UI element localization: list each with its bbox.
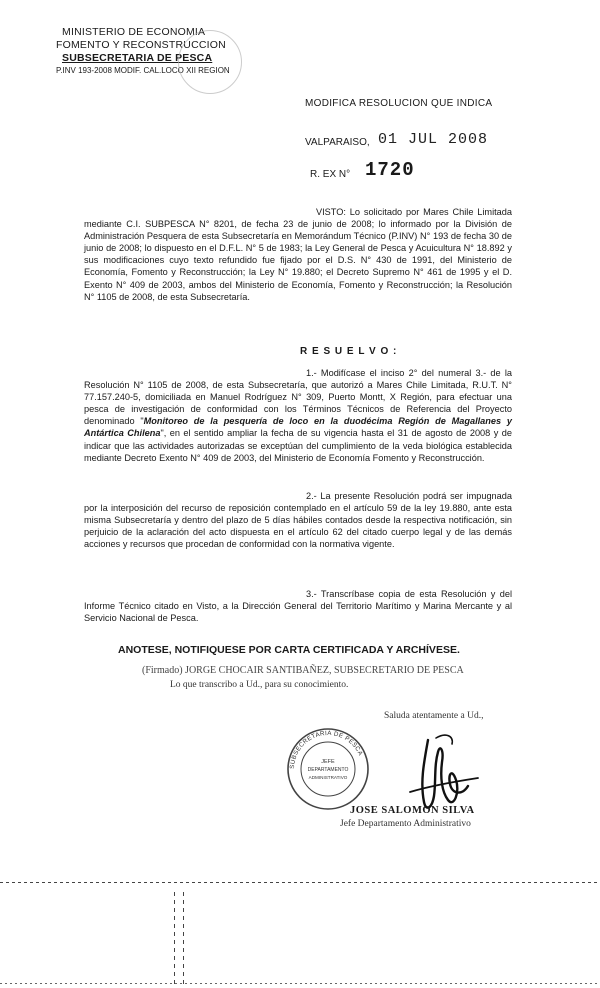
header-stamp-mark: [178, 30, 242, 94]
item-1-text-a: 1.- Modifícase el inciso 2° del numeral 3.- de la Resolución N° 1105 de 2008, de esta Subsecretaría, que autorizó a Mares Chile Limitada, R.U.T. N° 77.157.240-5, domiciliada en Manuel Rodríguez N° 309, Puerto Montt, X Región, para efectuar una pesca de investigación de conformidad con los Términos Técnicos de Referencia del Proyecto denominado ": [84, 368, 512, 427]
ministry-line-1: MINISTERIO DE ECONOMIA: [62, 26, 206, 38]
scan-vertical-line-2: [183, 892, 184, 988]
closing-line: ANOTESE, NOTIFIQUESE POR CARTA CERTIFICADA Y ARCHÍVESE.: [118, 644, 460, 656]
scan-bottom-line: [0, 983, 600, 984]
item-2-paragraph: 2.- La presente Resolución podrá ser impugnada por la interposición del recurso de reposición contemplado en el artículo 59 de la ley 19.880, ante esta misma Subsecretaría y dentro del plazo de 5 días hábiles contados desde la respectiva notificación, sin perjuicio de la aclaración del acto dispuesta en el artículo 62 del citado cuerpo legal y de las demás acciones y recursos que procedan de conformidad con la normativa vigente.: [84, 491, 512, 550]
official-stamp: [285, 726, 371, 812]
place-label: VALPARAISO,: [305, 137, 370, 148]
ministry-line-2: FOMENTO Y RECONSTRUCCION: [56, 39, 226, 51]
stamp-center-line-1: JEFE: [321, 759, 335, 765]
signatory-title: Jefe Departamento Administrativo: [340, 819, 471, 829]
subsecretaria-line: SUBSECRETARIA DE PESCA: [62, 52, 213, 64]
resolution-label: R. EX N°: [310, 169, 351, 180]
visto-paragraph: VISTO: Lo solicitado por Mares Chile Limitada mediante C.I. SUBPESCA N° 8201, de fecha 23 de junio de 2008; lo informado por la División de Administración Pesquera de esta Subsecretaría en Memorándum Técnico (P.INV) N° 193 de fecha 30 de junio de 2008; lo dispuesto en el D.F.L. N° 5 de 1983; la Ley General de Pesca y Acuicultura N° 18.892 y sus modificaciones cuyo texto refundido fue fijado por el D.S. N° 430 de 1991, del Ministerio de Economía, Fomento y Reconstrucción; la Ley N° 19.880; el Decreto Supremo N° 461 de 1995 y el D. Exento N° 409 de 2003, ambos del Ministerio de Economía, Fomento y Reconstrucción; la Resolución N° 1105 de 2008, de esta Subsecretaría.: [84, 207, 512, 302]
signed-by-line: (Firmado) JORGE CHOCAIR SANTIBAÑEZ, SUBSECRETARIO DE PESCA: [142, 665, 464, 676]
date-stamp: 01 JUL 2008: [378, 131, 489, 148]
item-1-project-name: Monitoreo de la pesquería de loco en la duodécima Región de Magallanes y Antártica Chilena: [84, 416, 512, 439]
item-3-paragraph: 3.- Transcríbase copia de esta Resolución y del Informe Técnico citado en Visto, a la Dirección General del Territorio Marítimo y Marina Mercante y al Servicio Nacional de Pesca.: [84, 589, 512, 624]
resolution-number: 1720: [365, 159, 415, 181]
scan-dashed-line: [0, 882, 600, 883]
item-1-text-b: ", en el sentido ampliar la fecha de su vigencia hasta el 31 de agosto de 2008 y de indicar que las actividades autorizadas se exceptúan del cumplimiento de la veda biológica establecida mediante Decreto Exento N° 409 de 2003, del Ministerio de Economía Fomento y Reconstrucción.: [84, 428, 512, 463]
stamp-graphic: [285, 726, 371, 812]
document-title: MODIFICA RESOLUCION QUE INDICA: [305, 98, 493, 109]
scan-vertical-line-1: [174, 892, 175, 988]
stamp-ring-text: SUBSECRETARIA DE PESCA: [288, 729, 365, 770]
transcription-note: Lo que transcribo a Ud., para su conocimiento.: [170, 680, 349, 690]
reference-code: P.INV 193-2008 MODIF. CAL.LOCO XII REGION: [56, 66, 230, 75]
resuelvo-heading: R E S U E L V O :: [300, 346, 398, 357]
stamp-center-line-2: DEPARTAMENTO: [307, 767, 349, 773]
greeting-line: Saluda atentamente a Ud.,: [384, 711, 484, 721]
item-1-paragraph: [84, 367, 512, 464]
stamp-center-line-3: ADMINISTRATIVO: [308, 775, 348, 780]
signatory-name: JOSE SALOMON SILVA: [350, 805, 475, 816]
